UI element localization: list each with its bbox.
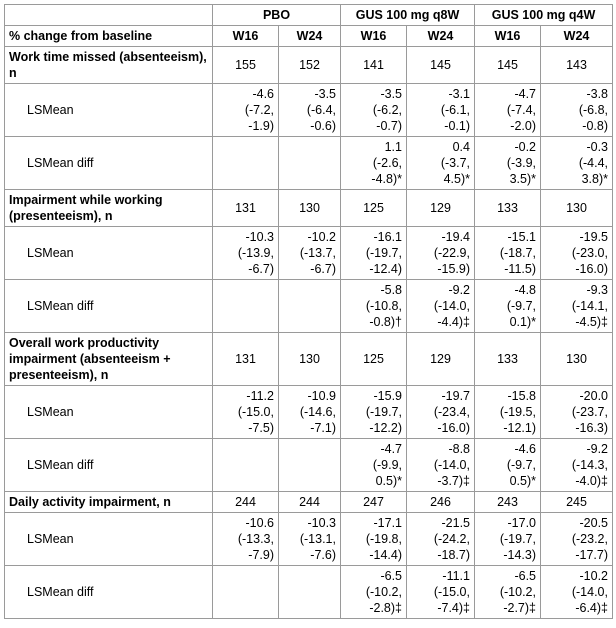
section-title: Daily activity impairment, n bbox=[5, 492, 213, 513]
header-group-pbo: PBO bbox=[213, 5, 341, 26]
value-cell bbox=[213, 280, 279, 333]
table-row bbox=[5, 227, 613, 280]
value-line: (-4.4, bbox=[578, 156, 608, 170]
value-cell bbox=[341, 386, 407, 439]
value-cell bbox=[407, 386, 475, 439]
value-line: -12.1) bbox=[503, 421, 536, 435]
value-line: -6.7) bbox=[248, 262, 274, 276]
value-line: -16.0) bbox=[575, 262, 608, 276]
table-row bbox=[5, 566, 613, 619]
value-cell bbox=[407, 513, 475, 566]
section-title: Work time missed (absenteeism), n bbox=[5, 47, 213, 84]
value-line: (-14.3, bbox=[571, 458, 608, 472]
value-line: -4.8 bbox=[514, 283, 536, 297]
header-week: W16 bbox=[341, 26, 407, 47]
value-cell bbox=[279, 137, 341, 190]
value-line: -3.7)‡ bbox=[437, 474, 470, 488]
value-cell bbox=[213, 566, 279, 619]
value-line: -7.4)‡ bbox=[437, 601, 470, 615]
value-line: -11.2 bbox=[246, 389, 274, 403]
table-row bbox=[5, 439, 613, 492]
value-line: -9.2 bbox=[448, 283, 470, 297]
value-line: 4.5)* bbox=[443, 172, 470, 186]
value-line: -5.8 bbox=[380, 283, 402, 297]
value-line: -15.8 bbox=[507, 389, 536, 403]
n-value: 129 bbox=[407, 333, 475, 386]
value-line: -11.5) bbox=[504, 262, 536, 276]
header-group-q4w: GUS 100 mg q4W bbox=[475, 5, 613, 26]
value-cell bbox=[213, 386, 279, 439]
value-cell bbox=[341, 280, 407, 333]
value-cell bbox=[213, 227, 279, 280]
value-line: -19.7 bbox=[441, 389, 470, 403]
row-label: LSMean diff bbox=[5, 566, 213, 619]
header-row-weeks bbox=[5, 26, 613, 47]
value-line: (-23.4, bbox=[433, 405, 470, 419]
value-cell bbox=[279, 84, 341, 137]
value-line: -4.7 bbox=[380, 442, 402, 456]
value-line: -1.9) bbox=[248, 119, 274, 133]
n-value: 244 bbox=[213, 492, 279, 513]
n-value: 130 bbox=[541, 333, 613, 386]
header-week: W16 bbox=[475, 26, 541, 47]
value-line: -2.0) bbox=[510, 119, 536, 133]
table-row bbox=[5, 190, 613, 227]
value-line: (-13.1, bbox=[299, 532, 336, 546]
value-line: -6.5 bbox=[514, 569, 536, 583]
table-row bbox=[5, 137, 613, 190]
n-value: 143 bbox=[541, 47, 613, 84]
value-line: 3.8)* bbox=[581, 172, 608, 186]
value-line: -0.6) bbox=[310, 119, 336, 133]
row-label: LSMean diff bbox=[5, 439, 213, 492]
value-line: (-3.7, bbox=[440, 156, 470, 170]
value-line: (-9.9, bbox=[372, 458, 402, 472]
table-row bbox=[5, 84, 613, 137]
value-cell bbox=[407, 280, 475, 333]
value-line: -2.8)‡ bbox=[369, 601, 402, 615]
value-line: (-14.1, bbox=[571, 299, 608, 313]
value-cell bbox=[279, 439, 341, 492]
value-line: 0.4 bbox=[452, 140, 470, 154]
value-cell bbox=[407, 137, 475, 190]
value-line: -3.5 bbox=[314, 87, 336, 101]
value-line: -4.6 bbox=[252, 87, 274, 101]
value-line: -4.4)‡ bbox=[437, 315, 470, 329]
value-cell bbox=[407, 84, 475, 137]
table-row bbox=[5, 492, 613, 513]
n-value: 145 bbox=[475, 47, 541, 84]
value-line: (-7.2, bbox=[244, 103, 274, 117]
table-row bbox=[5, 280, 613, 333]
value-line: -4.6 bbox=[514, 442, 536, 456]
value-line: (-10.2, bbox=[365, 585, 402, 599]
value-line: -15.1 bbox=[507, 230, 536, 244]
value-line: -12.2) bbox=[369, 421, 402, 435]
value-line: -19.5 bbox=[579, 230, 608, 244]
value-line: (-14.6, bbox=[299, 405, 336, 419]
value-line: (-19.7, bbox=[499, 532, 536, 546]
value-line: -9.3 bbox=[586, 283, 608, 297]
n-value: 129 bbox=[407, 190, 475, 227]
table-body bbox=[5, 47, 613, 619]
value-line: -7.9) bbox=[248, 548, 274, 562]
header-group-q8w: GUS 100 mg q8W bbox=[341, 5, 475, 26]
row-label: LSMean bbox=[5, 227, 213, 280]
value-line: -15.9) bbox=[437, 262, 470, 276]
value-line: -10.3 bbox=[307, 516, 336, 530]
value-cell bbox=[407, 566, 475, 619]
n-value: 133 bbox=[475, 333, 541, 386]
value-cell bbox=[213, 137, 279, 190]
n-value: 125 bbox=[341, 190, 407, 227]
results-table bbox=[4, 4, 613, 619]
value-line: -10.2 bbox=[307, 230, 336, 244]
value-cell bbox=[475, 280, 541, 333]
value-line: -4.0)‡ bbox=[575, 474, 608, 488]
value-line: -3.8 bbox=[586, 87, 608, 101]
value-line: (-14.0, bbox=[571, 585, 608, 599]
value-line: -6.4)‡ bbox=[575, 601, 608, 615]
value-cell bbox=[475, 386, 541, 439]
value-cell bbox=[279, 513, 341, 566]
value-line: 1.1 bbox=[384, 140, 402, 154]
value-line: -0.8) bbox=[582, 119, 608, 133]
table-row bbox=[5, 47, 613, 84]
n-value: 244 bbox=[279, 492, 341, 513]
header-week: W24 bbox=[407, 26, 475, 47]
value-cell bbox=[475, 513, 541, 566]
value-line: (-15.0, bbox=[237, 405, 274, 419]
value-cell bbox=[341, 84, 407, 137]
row-label: LSMean bbox=[5, 513, 213, 566]
value-cell bbox=[213, 513, 279, 566]
value-line: 0.5)* bbox=[509, 474, 536, 488]
value-line: -16.0) bbox=[437, 421, 470, 435]
value-line: -4.8)* bbox=[371, 172, 402, 186]
value-line: -0.3 bbox=[586, 140, 608, 154]
value-line: -7.6) bbox=[310, 548, 336, 562]
n-value: 245 bbox=[541, 492, 613, 513]
value-line: -10.9 bbox=[307, 389, 336, 403]
value-line: (-23.7, bbox=[571, 405, 608, 419]
value-line: -21.5 bbox=[441, 516, 470, 530]
value-cell bbox=[341, 513, 407, 566]
n-value: 152 bbox=[279, 47, 341, 84]
value-cell bbox=[213, 439, 279, 492]
value-cell bbox=[475, 137, 541, 190]
value-line: -4.7 bbox=[514, 87, 536, 101]
value-line: (-19.7, bbox=[365, 246, 402, 260]
header-week: W24 bbox=[279, 26, 341, 47]
value-line: -12.4) bbox=[369, 262, 402, 276]
n-value: 141 bbox=[341, 47, 407, 84]
n-value: 246 bbox=[407, 492, 475, 513]
n-value: 243 bbox=[475, 492, 541, 513]
value-line: (-6.2, bbox=[372, 103, 402, 117]
n-value: 145 bbox=[407, 47, 475, 84]
n-value: 131 bbox=[213, 333, 279, 386]
value-line: -16.1 bbox=[373, 230, 402, 244]
value-cell bbox=[475, 439, 541, 492]
table-row bbox=[5, 386, 613, 439]
value-cell bbox=[541, 137, 613, 190]
value-line: (-18.7, bbox=[499, 246, 536, 260]
value-cell bbox=[341, 566, 407, 619]
header-week: W24 bbox=[541, 26, 613, 47]
value-line: -11.1 bbox=[442, 569, 470, 583]
row-label: LSMean diff bbox=[5, 137, 213, 190]
value-line: -0.1) bbox=[444, 119, 470, 133]
table-row bbox=[5, 333, 613, 386]
value-line: -20.5 bbox=[579, 516, 608, 530]
value-line: (-19.7, bbox=[365, 405, 402, 419]
value-line: (-13.9, bbox=[237, 246, 274, 260]
value-line: (-24.2, bbox=[433, 532, 470, 546]
value-line: -3.5 bbox=[380, 87, 402, 101]
value-cell bbox=[407, 227, 475, 280]
header-row-groups bbox=[5, 5, 613, 26]
value-line: -18.7) bbox=[437, 548, 470, 562]
value-line: (-22.9, bbox=[433, 246, 470, 260]
value-line: (-9.7, bbox=[506, 299, 536, 313]
value-line: (-3.9, bbox=[506, 156, 536, 170]
header-week: W16 bbox=[213, 26, 279, 47]
value-line: -0.8)† bbox=[369, 315, 402, 329]
row-label: LSMean bbox=[5, 84, 213, 137]
row-label: LSMean bbox=[5, 386, 213, 439]
value-line: 3.5)* bbox=[509, 172, 536, 186]
value-cell bbox=[279, 386, 341, 439]
value-line: (-13.7, bbox=[299, 246, 336, 260]
value-line: -3.1 bbox=[448, 87, 470, 101]
value-line: -2.7)‡ bbox=[503, 601, 536, 615]
value-cell bbox=[341, 137, 407, 190]
value-line: (-6.8, bbox=[578, 103, 608, 117]
value-line: -17.7) bbox=[575, 548, 608, 562]
value-line: -14.4) bbox=[369, 548, 402, 562]
n-value: 125 bbox=[341, 333, 407, 386]
table-row bbox=[5, 513, 613, 566]
value-cell bbox=[541, 84, 613, 137]
n-value: 130 bbox=[279, 190, 341, 227]
value-line: -14.3) bbox=[503, 548, 536, 562]
value-line: -17.1 bbox=[373, 516, 402, 530]
value-line: -4.5)‡ bbox=[575, 315, 608, 329]
value-cell bbox=[279, 280, 341, 333]
value-line: (-6.1, bbox=[440, 103, 470, 117]
value-line: -15.9 bbox=[373, 389, 402, 403]
value-cell bbox=[541, 566, 613, 619]
value-line: -10.2 bbox=[579, 569, 608, 583]
value-cell bbox=[541, 439, 613, 492]
value-line: (-23.0, bbox=[571, 246, 608, 260]
section-title: Overall work productivity impairment (absenteeism + presenteeism), n bbox=[5, 333, 213, 386]
value-line: 0.1)* bbox=[509, 315, 536, 329]
value-line: -9.2 bbox=[586, 442, 608, 456]
value-cell bbox=[475, 566, 541, 619]
value-cell bbox=[213, 84, 279, 137]
value-line: -7.1) bbox=[310, 421, 336, 435]
value-line: -6.7) bbox=[310, 262, 336, 276]
value-line: (-23.2, bbox=[571, 532, 608, 546]
value-line: (-10.2, bbox=[499, 585, 536, 599]
value-line: -0.2 bbox=[514, 140, 536, 154]
n-value: 131 bbox=[213, 190, 279, 227]
value-line: -10.6 bbox=[245, 516, 274, 530]
section-title: Impairment while working (presenteeism), n bbox=[5, 190, 213, 227]
value-line: (-19.5, bbox=[499, 405, 536, 419]
value-line: -6.5 bbox=[380, 569, 402, 583]
value-line: (-19.8, bbox=[365, 532, 402, 546]
n-value: 130 bbox=[279, 333, 341, 386]
value-cell bbox=[541, 386, 613, 439]
n-value: 133 bbox=[475, 190, 541, 227]
header-corner bbox=[5, 5, 213, 26]
value-cell bbox=[541, 280, 613, 333]
value-line: 0.5)* bbox=[375, 474, 402, 488]
value-line: (-14.0, bbox=[433, 458, 470, 472]
value-line: -20.0 bbox=[579, 389, 608, 403]
n-value: 155 bbox=[213, 47, 279, 84]
value-line: -17.0 bbox=[507, 516, 536, 530]
value-line: (-10.8, bbox=[365, 299, 402, 313]
header-measure: % change from baseline bbox=[5, 26, 213, 47]
value-line: (-9.7, bbox=[506, 458, 536, 472]
value-cell bbox=[475, 227, 541, 280]
value-line: (-6.4, bbox=[306, 103, 336, 117]
value-line: (-15.0, bbox=[433, 585, 470, 599]
value-line: -0.7) bbox=[376, 119, 402, 133]
value-line: -8.8 bbox=[448, 442, 470, 456]
value-line: -16.3) bbox=[575, 421, 608, 435]
value-cell bbox=[541, 513, 613, 566]
n-value: 130 bbox=[541, 190, 613, 227]
value-cell bbox=[279, 227, 341, 280]
value-line: -19.4 bbox=[441, 230, 470, 244]
value-line: (-14.0, bbox=[433, 299, 470, 313]
value-line: (-7.4, bbox=[506, 103, 536, 117]
value-line: (-2.6, bbox=[372, 156, 402, 170]
value-line: -7.5) bbox=[248, 421, 274, 435]
n-value: 247 bbox=[341, 492, 407, 513]
value-cell bbox=[341, 227, 407, 280]
row-label: LSMean diff bbox=[5, 280, 213, 333]
value-cell bbox=[279, 566, 341, 619]
value-cell bbox=[475, 84, 541, 137]
value-cell bbox=[341, 439, 407, 492]
value-line: (-13.3, bbox=[237, 532, 274, 546]
value-cell bbox=[407, 439, 475, 492]
value-line: -10.3 bbox=[245, 230, 274, 244]
value-cell bbox=[541, 227, 613, 280]
